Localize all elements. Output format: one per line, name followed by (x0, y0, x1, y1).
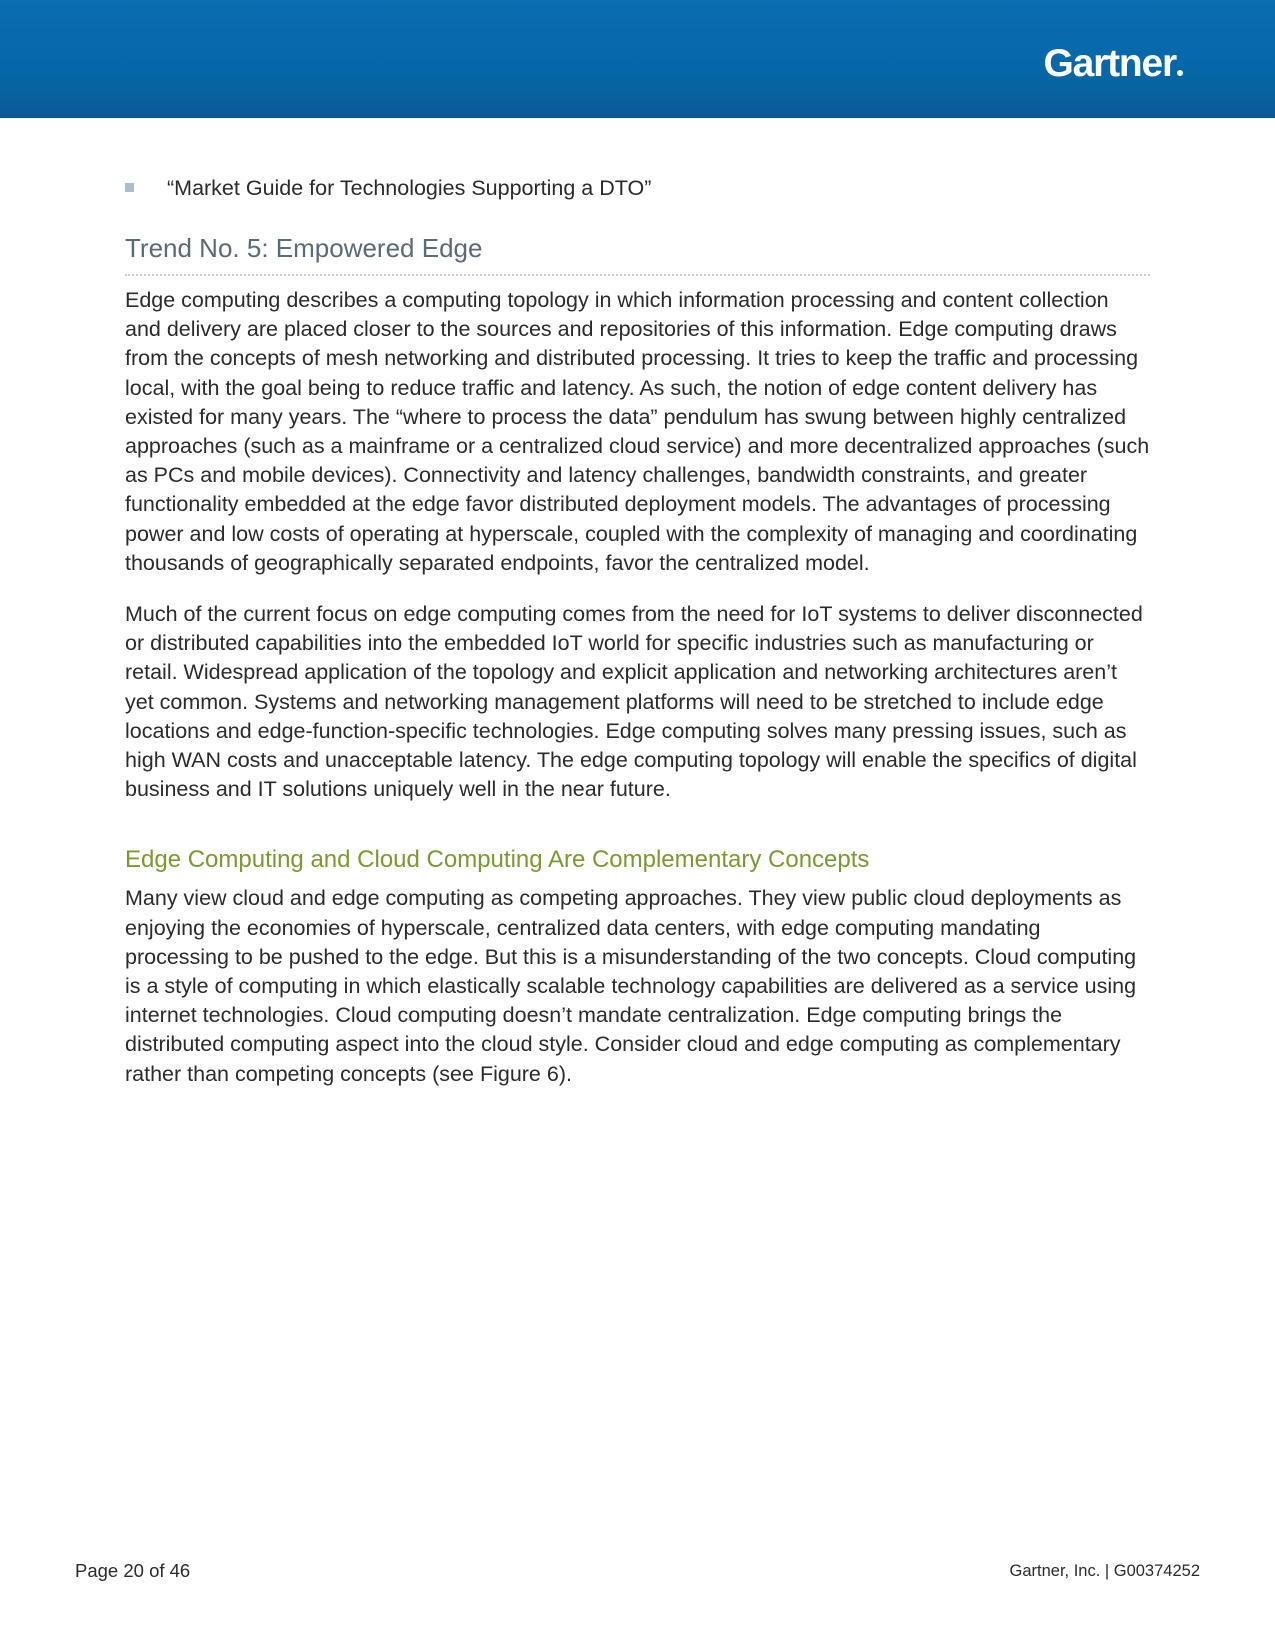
bullet-square-icon (125, 183, 134, 192)
page-number: Page 20 of 46 (75, 1560, 191, 1581)
page-content (125, 170, 1150, 1089)
bullet-item (125, 170, 1150, 206)
document-id: Gartner, Inc. | G00374252 (1009, 1562, 1200, 1580)
paragraph-2: Much of the current focus on edge computing comes from the need for IoT systems to deliver disconnected or distributed capabilities into the embedded IoT world for specific industries such as manufacturing or retail. Widespread application of the topology and explicit application and networking architectures aren’t yet common. Systems and networking management platforms will need to be stretched to include edge locations and edge-function-specific technologies. Edge computing solves many pressing issues, such as high WAN costs and unacceptable latency. The edge computing topology will enable the specifics of digital business and IT solutions uniquely well in the near future. (125, 602, 1143, 802)
paragraph-1: Edge computing describes a computing topology in which information processing and content collection and delivery are placed closer to the sources and repositories of this information. Edge computing draws from the concepts of mesh networking and distributed processing. It tries to keep the traffic and processing local, with the goal being to reduce traffic and latency. As such, the notion of edge content delivery has existed for many years. The “where to process the data” pendulum has swung between highly centralized approaches (such as a mainframe or a centralized cloud service) and more decentralized approaches (such as PCs and mobile devices). Connectivity and latency challenges, bandwidth constraints, and greater functionality embedded at the edge favor distributed deployment models. The advantages of processing power and low costs of operating at hyperscale, coupled with the complexity of managing and coordinating thousands of geographically separated endpoints, favor the centralized model. (125, 288, 1150, 575)
logo-dot-icon (1177, 70, 1183, 76)
logo-text: Gartner (1043, 42, 1176, 85)
bullet-text: “Market Guide for Technologies Supporting a DTO” (167, 176, 652, 200)
paragraph-3: Many view cloud and edge computing as competing approaches. They view public cloud deployments as enjoying the economies of hyperscale, centralized data centers, with edge computing mandating processing to be pushed to the edge. But this is a misunderstanding of the two concepts. Cloud computing is a style of computing in which elastically scalable technology capabilities are delivered as a service using internet technologies. Cloud computing doesn’t mandate centralization. Edge computing brings the distributed computing aspect into the cloud style. Consider cloud and edge computing as complementary rather than competing concepts (see Figure 6). (125, 886, 1137, 1086)
subsection-heading: Edge Computing and Cloud Computing Are Complementary Concepts (125, 846, 870, 874)
section-heading: Trend No. 5: Empowered Edge (125, 230, 1150, 276)
header-band (0, 0, 1275, 118)
gartner-logo (1044, 44, 1183, 83)
